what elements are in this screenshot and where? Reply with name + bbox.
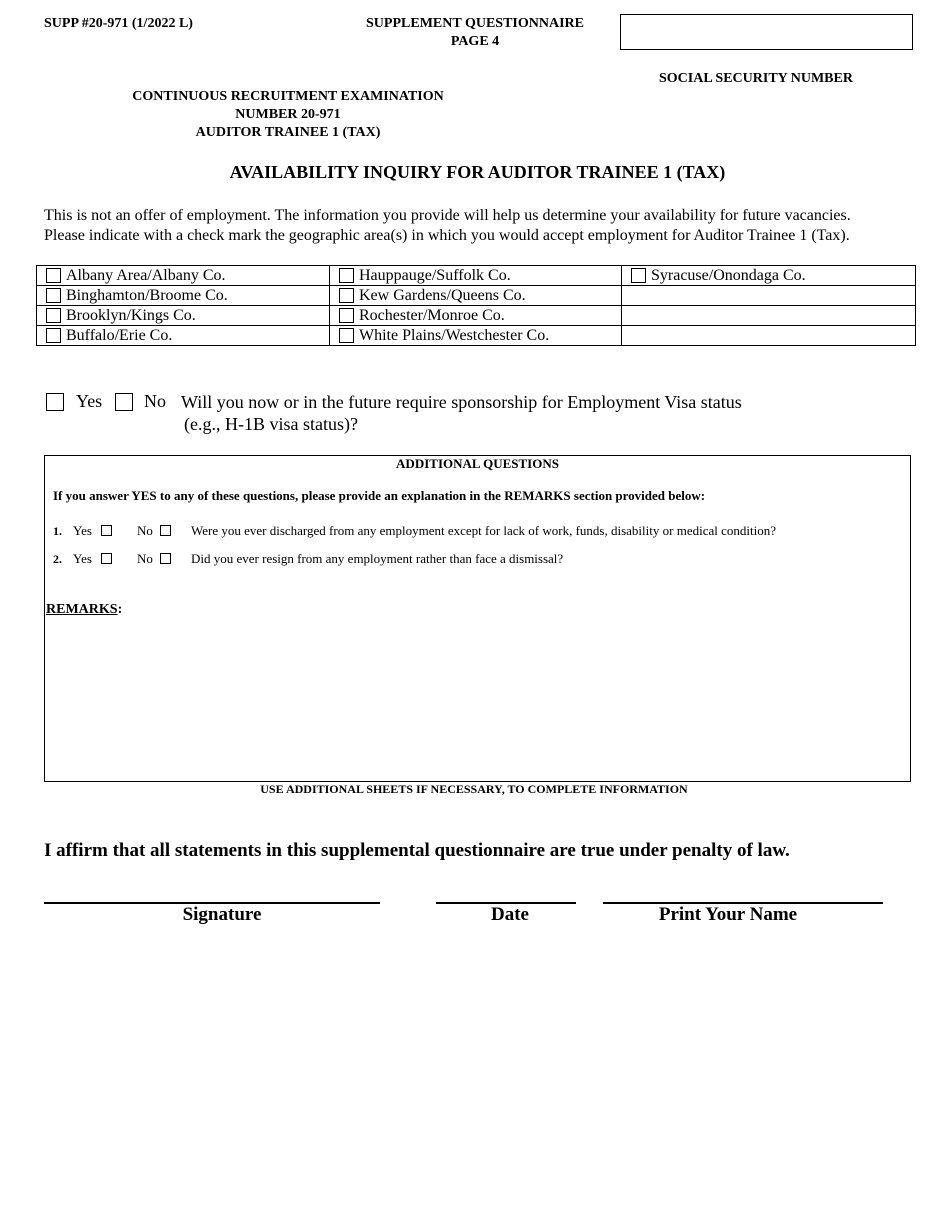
additional-questions-title: ADDITIONAL QUESTIONS bbox=[396, 456, 559, 471]
area-label: Buffalo/Erie Co. bbox=[66, 327, 173, 344]
area-option[interactable] bbox=[37, 306, 330, 326]
inquiry-line-1: This is not an offer of employment. The information you provide will help us determine your availability for future vacancies. bbox=[44, 207, 851, 224]
exam-line-2: NUMBER 20-971 bbox=[235, 107, 341, 122]
checkbox[interactable] bbox=[339, 288, 354, 303]
question-number: 2. bbox=[53, 552, 62, 566]
inquiry-title: AVAILABILITY INQUIRY FOR AUDITOR TRAINEE 1 (TAX) bbox=[229, 162, 726, 182]
area-label: Brooklyn/Kings Co. bbox=[66, 307, 196, 324]
questionnaire-title bbox=[340, 15, 610, 51]
affirmation-statement: I affirm that all statements in this supplemental questionnaire are true under penalty of law. bbox=[44, 840, 790, 861]
area-option[interactable] bbox=[330, 326, 622, 346]
signature-label: Signature bbox=[182, 904, 262, 925]
date-label: Date bbox=[491, 904, 529, 925]
additional-sheets-note: USE ADDITIONAL SHEETS IF NECESSARY, TO COMPLETE INFORMATION bbox=[260, 782, 688, 796]
exam-line-3: AUDITOR TRAINEE 1 (TAX) bbox=[195, 125, 381, 140]
yes-label: Yes bbox=[73, 551, 92, 566]
no-label: No bbox=[137, 551, 153, 566]
checkbox[interactable] bbox=[631, 268, 646, 283]
inquiry-line-2: Please indicate with a check mark the geographic area(s) in which you would accept employment for Auditor Trainee 1 (Tax). bbox=[44, 227, 850, 244]
area-label: Binghamton/Broome Co. bbox=[66, 287, 228, 304]
ssn-label: SOCIAL SECURITY NUMBER bbox=[659, 71, 853, 86]
checkbox[interactable] bbox=[46, 328, 61, 343]
questionnaire-title-line: SUPPLEMENT QUESTIONNAIRE bbox=[366, 16, 584, 31]
remarks-label: REMARKS bbox=[46, 602, 118, 617]
empty-cell bbox=[622, 286, 916, 306]
table-row bbox=[37, 326, 916, 346]
checkbox[interactable] bbox=[339, 268, 354, 283]
visa-yes-checkbox[interactable] bbox=[46, 393, 64, 411]
area-label: Kew Gardens/Queens Co. bbox=[359, 287, 526, 304]
additional-instruction: If you answer YES to any of these questions, please provide an explanation in the REMARKS section provided below: bbox=[53, 488, 706, 503]
area-label: White Plains/Westchester Co. bbox=[359, 327, 550, 344]
question-number: 1. bbox=[53, 524, 62, 538]
exam-info bbox=[108, 88, 468, 142]
table-row bbox=[37, 306, 916, 326]
checkbox[interactable] bbox=[46, 288, 61, 303]
page-label: PAGE 4 bbox=[450, 34, 500, 49]
no-checkbox[interactable] bbox=[160, 553, 171, 564]
form-id: SUPP #20-971 (1/2022 L) bbox=[44, 16, 193, 31]
checkbox[interactable] bbox=[46, 308, 61, 323]
table-row bbox=[37, 286, 916, 306]
area-option[interactable] bbox=[622, 266, 916, 286]
no-checkbox[interactable] bbox=[160, 525, 171, 536]
area-label: Syracuse/Onondaga Co. bbox=[651, 267, 806, 284]
remarks-field[interactable] bbox=[46, 622, 906, 778]
visa-question bbox=[181, 391, 742, 435]
empty-cell bbox=[622, 306, 916, 326]
visa-question-line-2: (e.g., H-1B visa status)? bbox=[184, 414, 358, 434]
area-label: Hauppauge/Suffolk Co. bbox=[359, 267, 511, 284]
table-row bbox=[37, 266, 916, 286]
visa-yes-label: Yes bbox=[76, 391, 103, 411]
area-option[interactable] bbox=[330, 266, 622, 286]
remarks-colon: : bbox=[117, 602, 123, 617]
visa-no-checkbox[interactable] bbox=[115, 393, 133, 411]
area-label: Rochester/Monroe Co. bbox=[359, 307, 505, 324]
area-option[interactable] bbox=[330, 286, 622, 306]
checkbox[interactable] bbox=[339, 308, 354, 323]
question-row-2 bbox=[53, 551, 903, 567]
question-text: Were you ever discharged from any employment except for lack of work, funds, disability or medical condition? bbox=[191, 523, 776, 538]
area-option[interactable] bbox=[37, 266, 330, 286]
yes-checkbox[interactable] bbox=[101, 553, 112, 564]
no-label: No bbox=[137, 523, 153, 538]
remarks-heading bbox=[46, 602, 122, 618]
question-text: Did you ever resign from any employment rather than face a dismissal? bbox=[191, 551, 564, 566]
exam-line-1: CONTINUOUS RECRUITMENT EXAMINATION bbox=[132, 89, 444, 104]
yes-checkbox[interactable] bbox=[101, 525, 112, 536]
geographic-areas-table bbox=[36, 265, 916, 346]
empty-cell bbox=[622, 326, 916, 346]
ssn-input[interactable] bbox=[620, 14, 913, 50]
inquiry-text bbox=[44, 206, 924, 246]
yes-label: Yes bbox=[73, 523, 92, 538]
area-label: Albany Area/Albany Co. bbox=[66, 267, 226, 284]
area-option[interactable] bbox=[37, 326, 330, 346]
question-row-1 bbox=[53, 523, 903, 539]
visa-question-line-1: Will you now or in the future require sponsorship for Employment Visa status bbox=[181, 392, 742, 412]
checkbox[interactable] bbox=[339, 328, 354, 343]
area-option[interactable] bbox=[37, 286, 330, 306]
checkbox[interactable] bbox=[46, 268, 61, 283]
visa-no-label: No bbox=[144, 391, 166, 411]
area-option[interactable] bbox=[330, 306, 622, 326]
print-name-label: Print Your Name bbox=[658, 904, 798, 925]
